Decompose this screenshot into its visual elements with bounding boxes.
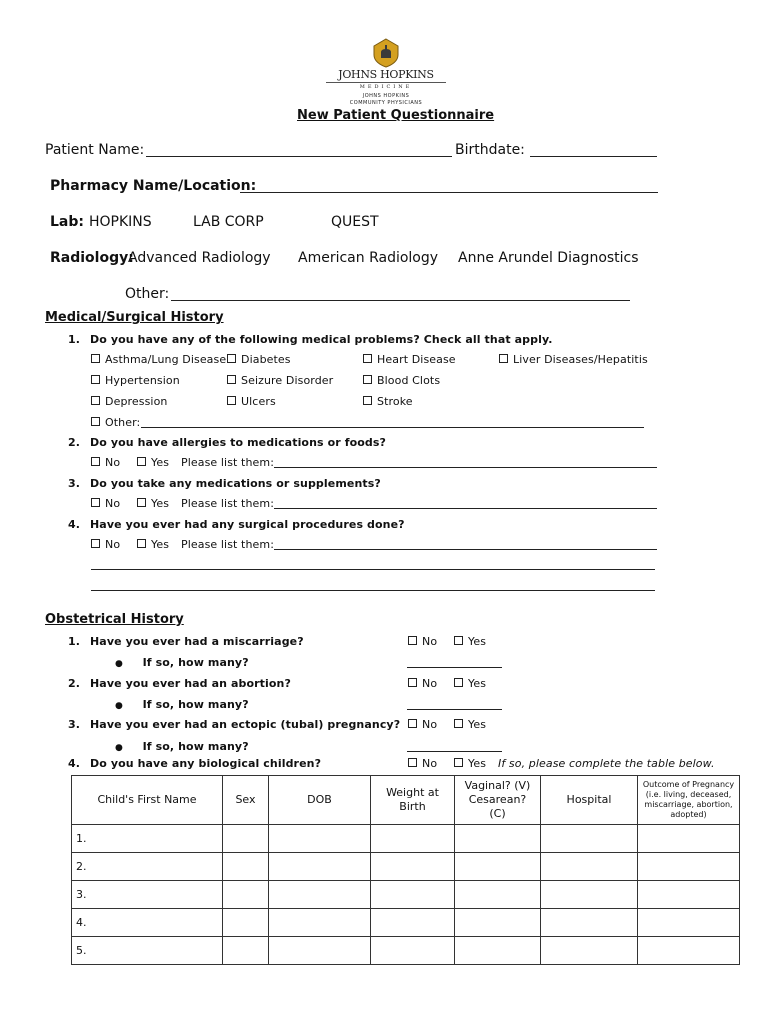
table-row xyxy=(72,853,740,881)
ob-q3-yes[interactable]: Yes xyxy=(454,718,486,731)
cell-weight[interactable] xyxy=(371,909,455,937)
ob-q2-no[interactable]: No xyxy=(408,677,437,690)
checkbox[interactable] xyxy=(137,457,146,466)
logo-line4: COMMUNITY PHYSICIANS xyxy=(349,100,423,106)
row-number: 3. xyxy=(72,881,223,909)
checkbox[interactable] xyxy=(91,457,100,466)
ob-q1-yes[interactable]: Yes xyxy=(454,635,486,648)
table-instruction: If so, please complete the table below. xyxy=(498,757,715,770)
logo-title: JOHNS HOPKINS xyxy=(338,68,434,81)
q4-text: Have you ever had any surgical procedures done? xyxy=(90,518,405,531)
checkbox[interactable] xyxy=(363,396,372,405)
cell-sex[interactable] xyxy=(223,937,269,965)
ob-q4-yes[interactable]: Yes xyxy=(454,757,486,770)
ob-q1-text: Have you ever had a miscarriage? xyxy=(90,635,304,648)
q1-text: Do you have any of the following medical problems? Check all that apply. xyxy=(90,333,553,346)
condition-stroke[interactable]: Stroke xyxy=(363,395,413,408)
condition-other-field[interactable] xyxy=(141,427,644,428)
q2-number: 2. xyxy=(68,436,81,449)
cell-outcome[interactable] xyxy=(638,909,740,937)
birthdate-field[interactable] xyxy=(530,156,657,157)
lab-option-hopkins[interactable]: HOPKINS xyxy=(89,214,152,230)
cell-weight[interactable] xyxy=(371,937,455,965)
checkbox[interactable] xyxy=(91,375,100,384)
checkbox[interactable] xyxy=(91,354,100,363)
q2-no[interactable]: No xyxy=(91,456,120,469)
cell-sex[interactable] xyxy=(223,881,269,909)
table-row xyxy=(72,881,740,909)
cell-dob[interactable] xyxy=(269,825,371,853)
q4-list-field-2[interactable] xyxy=(91,569,655,570)
checkbox[interactable] xyxy=(227,354,236,363)
cell-hospital[interactable] xyxy=(541,937,638,965)
q3-please-list: Please list them: xyxy=(181,497,275,510)
cell-dob[interactable] xyxy=(269,881,371,909)
condition-ulcers[interactable]: Ulcers xyxy=(227,395,276,408)
checkbox[interactable] xyxy=(454,678,463,687)
cell-delivery[interactable] xyxy=(455,825,541,853)
table-row xyxy=(72,937,740,965)
row-number: 2. xyxy=(72,853,223,881)
cell-outcome[interactable] xyxy=(638,825,740,853)
cell-sex[interactable] xyxy=(223,853,269,881)
patient-name-field[interactable] xyxy=(146,156,452,157)
col-header-hospital: Hospital xyxy=(541,776,638,825)
radiology-other-label: Other: xyxy=(125,286,170,302)
checkbox[interactable] xyxy=(91,396,100,405)
checkbox[interactable] xyxy=(137,539,146,548)
condition-seizure[interactable]: Seizure Disorder xyxy=(227,374,333,387)
condition-diabetes[interactable]: Diabetes xyxy=(227,353,291,366)
checkbox[interactable] xyxy=(408,758,417,767)
ob-q3-no[interactable]: No xyxy=(408,718,437,731)
ob-q4-no[interactable]: No xyxy=(408,757,437,770)
ob-q1-if-so: ● If so, how many? xyxy=(115,656,249,669)
logo-line3: JOHNS HOPKINS xyxy=(362,93,410,99)
checkbox[interactable] xyxy=(499,354,508,363)
q3-no[interactable]: No xyxy=(91,497,120,510)
cell-outcome[interactable] xyxy=(638,881,740,909)
q4-list-field[interactable] xyxy=(274,549,657,550)
row-number: 4. xyxy=(72,909,223,937)
children-table xyxy=(71,775,740,965)
col-header-delivery: Vaginal? (V) Cesarean? (C) xyxy=(455,776,541,825)
medical-history-heading: Medical/Surgical History xyxy=(45,310,224,325)
bullet-icon: ● xyxy=(115,659,123,669)
cell-outcome[interactable] xyxy=(638,937,740,965)
checkbox[interactable] xyxy=(363,354,372,363)
checkbox[interactable] xyxy=(408,636,417,645)
bullet-icon: ● xyxy=(115,743,123,753)
ob-q3-count-field[interactable] xyxy=(407,751,502,752)
condition-heart[interactable]: Heart Disease xyxy=(363,353,456,366)
cell-delivery[interactable] xyxy=(455,853,541,881)
checkbox[interactable] xyxy=(454,719,463,728)
cell-sex[interactable] xyxy=(223,909,269,937)
checkbox[interactable] xyxy=(363,375,372,384)
radiology-other-field[interactable] xyxy=(171,300,630,301)
cell-weight[interactable] xyxy=(371,825,455,853)
lab-label: Lab: xyxy=(50,214,84,230)
ob-q4-text: Do you have any biological children? xyxy=(90,757,322,770)
cell-weight[interactable] xyxy=(371,853,455,881)
cell-sex[interactable] xyxy=(223,825,269,853)
cell-dob[interactable] xyxy=(269,853,371,881)
pharmacy-field[interactable] xyxy=(240,192,658,193)
q3-number: 3. xyxy=(68,477,81,490)
ob-q2-if-so: ● If so, how many? xyxy=(115,698,249,711)
ob-q2-number: 2. xyxy=(68,677,81,690)
q1-number: 1. xyxy=(68,333,81,346)
checkbox[interactable] xyxy=(91,539,100,548)
col-header-outcome: Outcome of Pregnancy (i.e. living, deceased, miscarriage, abortion, adopted) xyxy=(638,776,740,825)
cell-delivery[interactable] xyxy=(455,937,541,965)
q3-yes[interactable]: Yes xyxy=(137,497,169,510)
q2-yes[interactable]: Yes xyxy=(137,456,169,469)
logo xyxy=(326,38,446,108)
cell-hospital[interactable] xyxy=(541,909,638,937)
cell-outcome[interactable] xyxy=(638,853,740,881)
q3-text: Do you take any medications or supplements? xyxy=(90,477,381,490)
col-header-sex: Sex xyxy=(223,776,269,825)
condition-asthma[interactable]: Asthma/Lung Disease xyxy=(91,353,226,366)
q4-yes[interactable]: Yes xyxy=(137,538,169,551)
ob-q2-text: Have you ever had an abortion? xyxy=(90,677,291,690)
cell-hospital[interactable] xyxy=(541,881,638,909)
bullet-icon: ● xyxy=(115,701,123,711)
q3-list-field[interactable] xyxy=(274,508,657,509)
col-header-dob: DOB xyxy=(269,776,371,825)
checkbox[interactable] xyxy=(454,758,463,767)
ob-q1-count-field[interactable] xyxy=(407,667,502,668)
cell-delivery[interactable] xyxy=(455,881,541,909)
table-header-row xyxy=(72,776,740,825)
ob-q3-number: 3. xyxy=(68,718,81,731)
q2-list-field[interactable] xyxy=(274,467,657,468)
condition-depression[interactable]: Depression xyxy=(91,395,168,408)
q2-please-list: Please list them: xyxy=(181,456,275,469)
lab-option-quest[interactable]: QUEST xyxy=(331,214,379,230)
cell-weight[interactable] xyxy=(371,881,455,909)
checkbox[interactable] xyxy=(91,417,100,426)
q2-text: Do you have allergies to medications or foods? xyxy=(90,436,387,449)
checkbox[interactable] xyxy=(91,498,100,507)
table-row xyxy=(72,825,740,853)
logo-subtitle: MEDICINE xyxy=(326,82,446,90)
checkbox[interactable] xyxy=(137,498,146,507)
cell-hospital[interactable] xyxy=(541,853,638,881)
condition-other[interactable]: Other: xyxy=(91,416,140,429)
cell-hospital[interactable] xyxy=(541,825,638,853)
table-row xyxy=(72,909,740,937)
ob-q2-count-field[interactable] xyxy=(407,709,502,710)
checkbox[interactable] xyxy=(227,396,236,405)
q4-number: 4. xyxy=(68,518,81,531)
ob-q3-text: Have you ever had an ectopic (tubal) pregnancy? xyxy=(90,718,401,731)
q4-list-field-3[interactable] xyxy=(91,590,655,591)
condition-liver[interactable]: Liver Diseases/Hepatitis xyxy=(499,353,648,366)
col-header-name: Child's First Name xyxy=(72,776,223,825)
condition-hypertension[interactable]: Hypertension xyxy=(91,374,180,387)
checkbox[interactable] xyxy=(454,636,463,645)
page-title: New Patient Questionnaire xyxy=(297,108,495,123)
col-header-weight: Weight at Birth xyxy=(371,776,455,825)
lab-option-labcorp[interactable]: LAB CORP xyxy=(193,214,264,230)
q4-no[interactable]: No xyxy=(91,538,120,551)
ob-q4-number: 4. xyxy=(68,757,81,770)
checkbox[interactable] xyxy=(408,678,417,687)
checkbox[interactable] xyxy=(408,719,417,728)
cell-delivery[interactable] xyxy=(455,909,541,937)
row-number: 5. xyxy=(72,937,223,965)
checkbox[interactable] xyxy=(227,375,236,384)
patient-name-label: Patient Name: xyxy=(45,142,145,158)
obstetrical-history-heading: Obstetrical History xyxy=(45,612,184,627)
pharmacy-label: Pharmacy Name/Location: xyxy=(50,178,257,194)
ob-q1-no[interactable]: No xyxy=(408,635,437,648)
birthdate-label: Birthdate: xyxy=(455,142,525,158)
radiology-option-advanced[interactable]: Advanced Radiology xyxy=(128,250,271,266)
ob-q2-yes[interactable]: Yes xyxy=(454,677,486,690)
radiology-option-american[interactable]: American Radiology xyxy=(298,250,439,266)
cell-dob[interactable] xyxy=(269,937,371,965)
row-number: 1. xyxy=(72,825,223,853)
q4-please-list: Please list them: xyxy=(181,538,275,551)
cell-dob[interactable] xyxy=(269,909,371,937)
ob-q3-if-so: ● If so, how many? xyxy=(115,740,249,753)
radiology-option-anne-arundel[interactable]: Anne Arundel Diagnostics xyxy=(458,250,639,266)
condition-blood-clots[interactable]: Blood Clots xyxy=(363,374,440,387)
shield-dome-icon xyxy=(371,38,401,68)
radiology-label: Radiology: xyxy=(50,250,134,266)
ob-q1-number: 1. xyxy=(68,635,81,648)
